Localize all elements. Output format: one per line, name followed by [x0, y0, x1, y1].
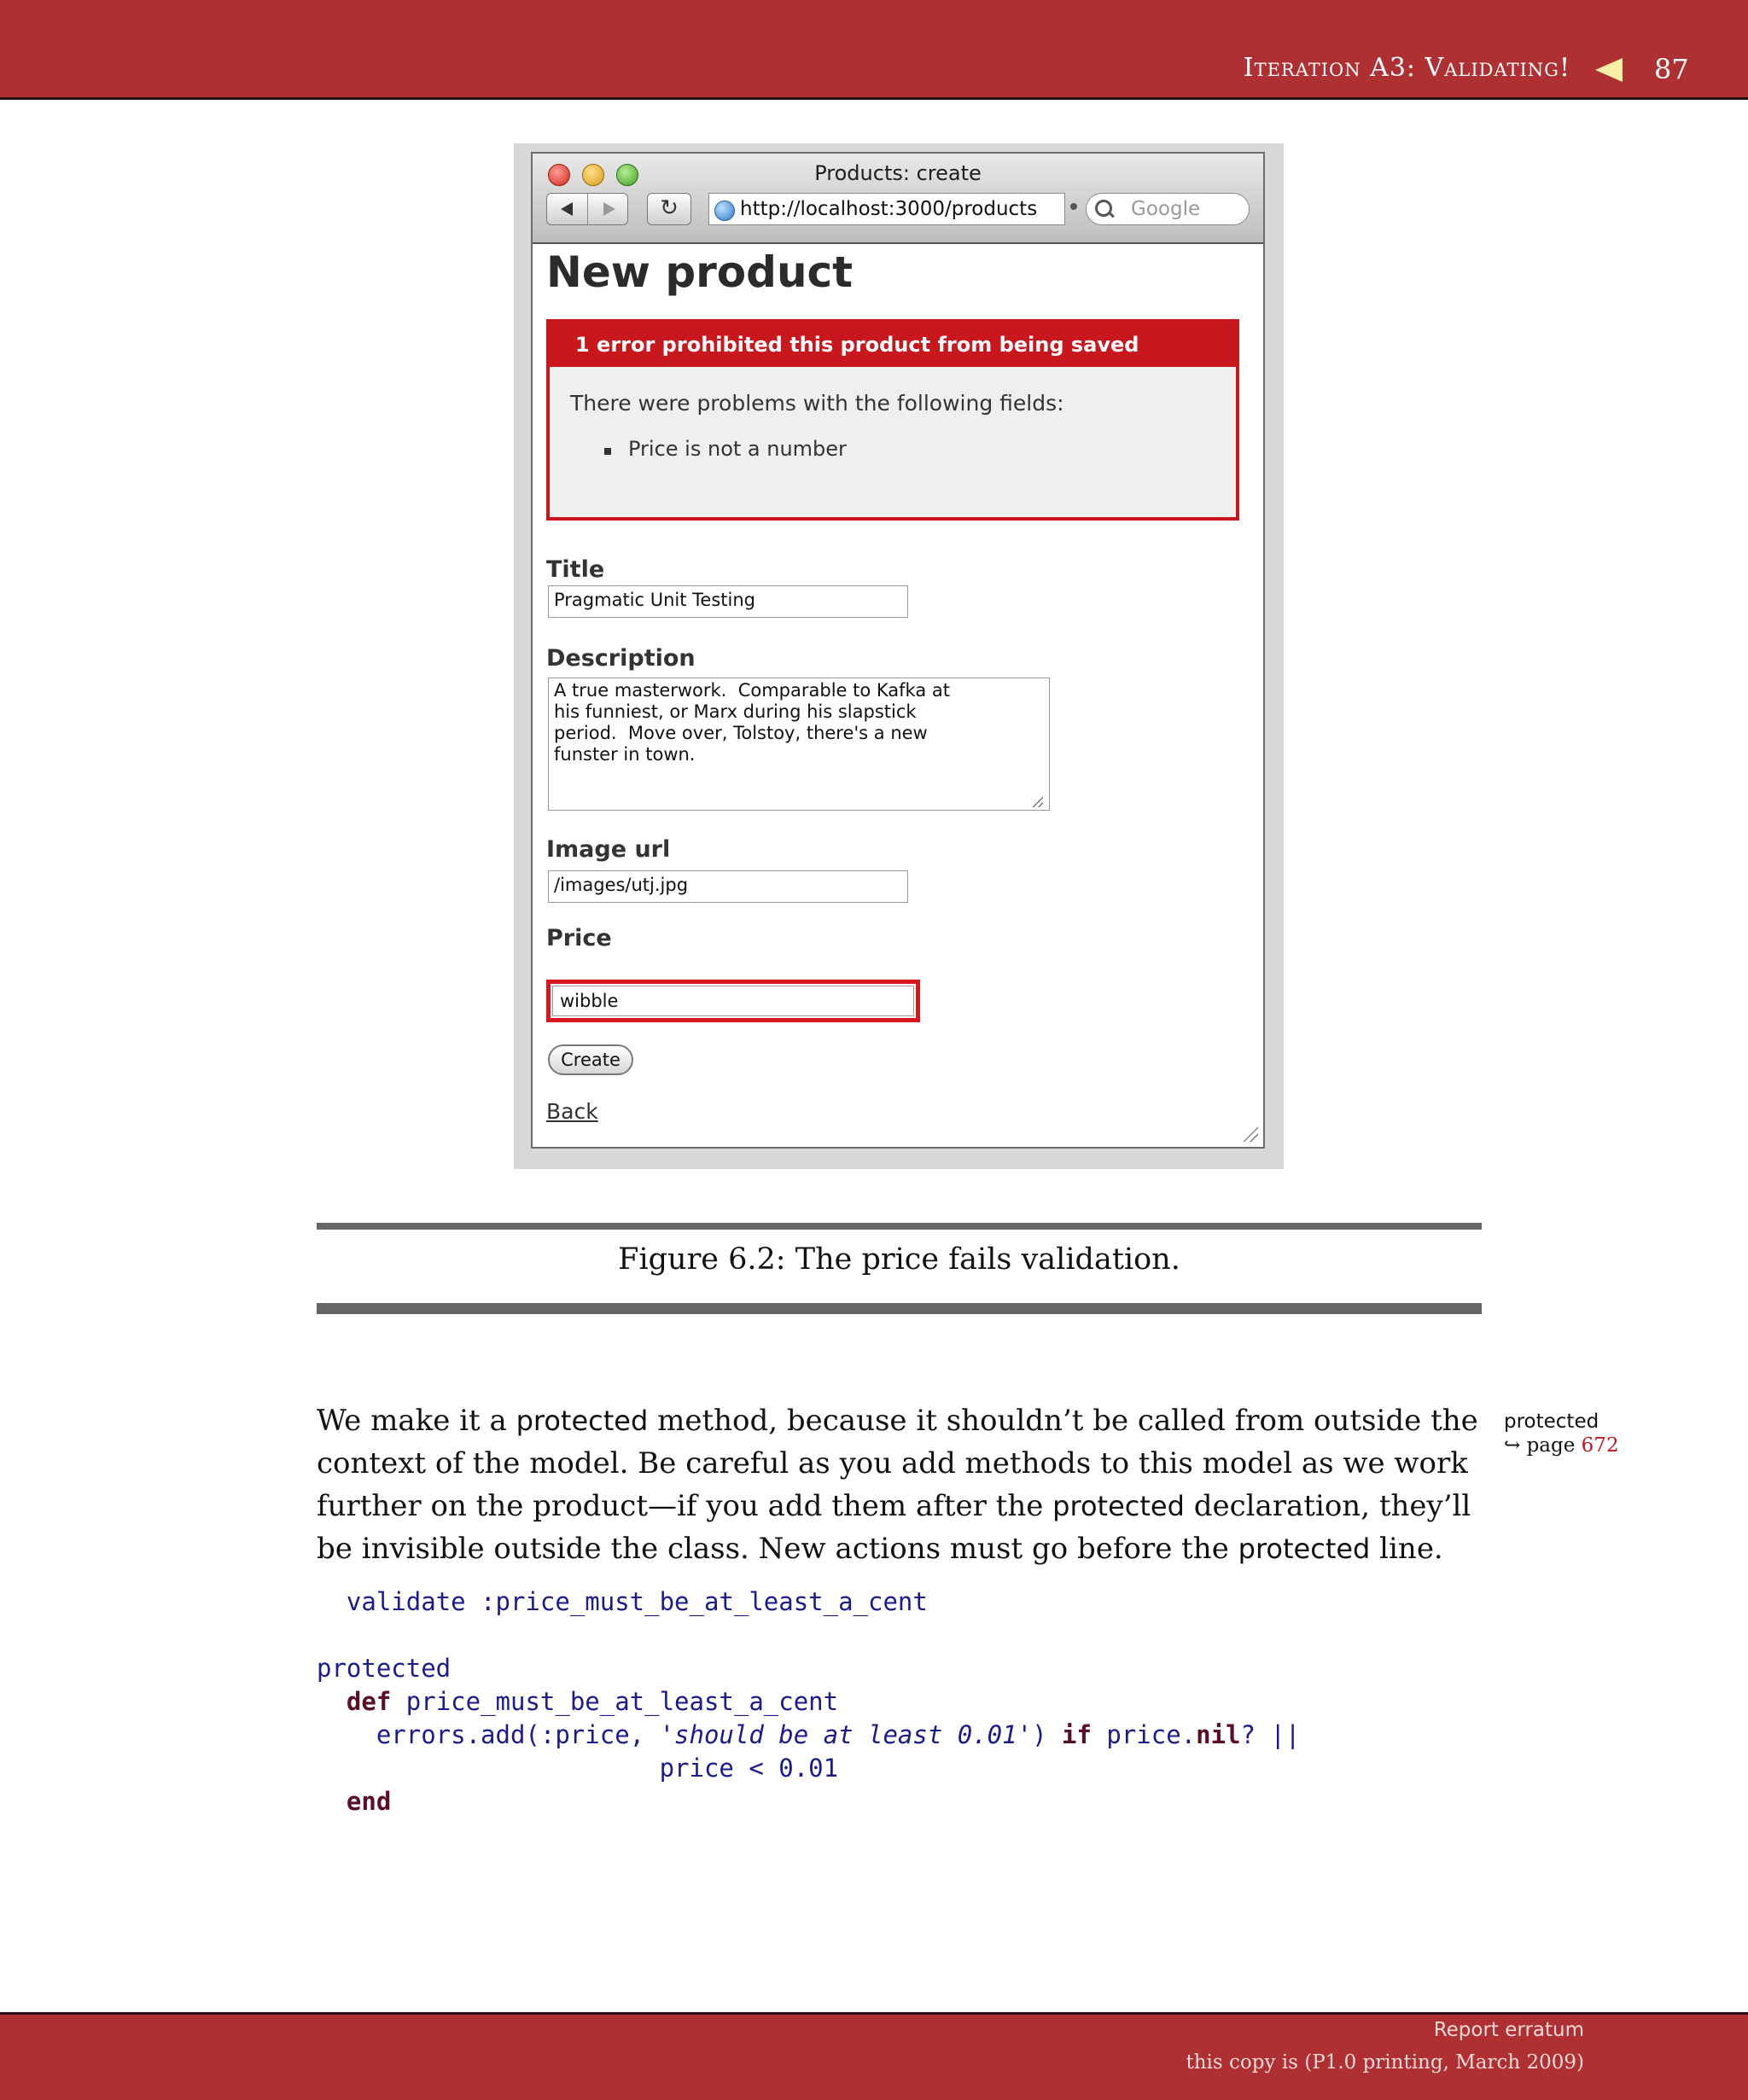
- nav-buttons: [546, 193, 628, 225]
- search-placeholder: Google: [1131, 198, 1201, 220]
- code-string: 'should be at least 0.01': [659, 1720, 1033, 1749]
- description-label: Description: [546, 645, 696, 672]
- back-button[interactable]: [547, 194, 588, 224]
- report-erratum-link[interactable]: Report erratum: [1433, 2019, 1584, 2041]
- text-run: We make it a: [317, 1404, 516, 1438]
- code-listing: [317, 1585, 1300, 1818]
- code-line: protected: [317, 1654, 452, 1683]
- body-line: [317, 1485, 1486, 1527]
- code-line: [317, 1785, 1300, 1818]
- code-line: price < 0.01: [317, 1754, 839, 1783]
- body-line: context of the model. Be careful as you add methods to this model as we work: [317, 1446, 1468, 1480]
- code-keyword: if: [1062, 1720, 1092, 1749]
- margin-term: protected: [1504, 1411, 1599, 1433]
- margin-note: [1504, 1410, 1619, 1457]
- code-line: [317, 1685, 1300, 1719]
- code-keyword: nil: [1196, 1720, 1241, 1749]
- bullet-icon: [604, 448, 611, 455]
- title-field[interactable]: Pragmatic Unit Testing: [548, 585, 908, 618]
- back-arrow-icon[interactable]: [1595, 58, 1623, 82]
- error-intro: There were problems with the following fields:: [570, 391, 1064, 416]
- margin-arrow: ↪ page: [1504, 1434, 1582, 1457]
- code-blank-line: [317, 1619, 1300, 1652]
- search-input[interactable]: [1086, 193, 1250, 225]
- section-title: Iteration A3: Validating!: [1243, 53, 1570, 83]
- snapback-dot-icon: [1070, 203, 1077, 210]
- title-label: Title: [546, 556, 605, 583]
- text-run: line.: [1370, 1532, 1443, 1566]
- forward-button[interactable]: [588, 194, 628, 224]
- caption-rule-bottom: [317, 1303, 1482, 1314]
- image-url-label: Image url: [546, 836, 671, 863]
- keyword-run: protected: [516, 1405, 649, 1437]
- reload-button[interactable]: [647, 193, 691, 225]
- code-text: errors.add(:price,: [317, 1720, 660, 1749]
- figure-caption: Figure 6.2: The price fails validation.: [618, 1242, 1180, 1277]
- back-link[interactable]: Back: [546, 1099, 598, 1124]
- code-text: ): [1032, 1720, 1062, 1749]
- window-resize-grip-icon[interactable]: [1243, 1126, 1258, 1142]
- body-line: [317, 1527, 1486, 1570]
- keyword-run: protected: [1238, 1533, 1371, 1565]
- keyword-run: protected: [1052, 1490, 1185, 1522]
- text-run: declaration, they’ll: [1184, 1489, 1471, 1523]
- address-bar[interactable]: [708, 193, 1065, 225]
- code-text: ? ||: [1240, 1720, 1301, 1749]
- text-run: method, because it shouldn’t be called from outside the: [648, 1404, 1478, 1438]
- image-url-field[interactable]: /images/utj.jpg: [548, 870, 908, 903]
- create-button[interactable]: Create: [548, 1044, 633, 1075]
- code-line: [317, 1719, 1300, 1752]
- browser-toolbar: [533, 154, 1263, 244]
- running-header: [0, 0, 1748, 100]
- caption-rule-top: [317, 1223, 1482, 1230]
- forward-arrow-icon: [603, 202, 615, 216]
- page-number: 87: [1654, 53, 1689, 85]
- code-line: validate :price_must_be_at_least_a_cent: [317, 1587, 928, 1616]
- body-paragraph: [317, 1399, 1486, 1570]
- text-run: be invisible outside the class. New actions must go before the: [317, 1532, 1238, 1566]
- error-item: Price is not a number: [628, 437, 847, 461]
- text-run: further on the product—if you add them after the: [317, 1489, 1053, 1523]
- code-keyword: end: [317, 1787, 392, 1816]
- error-header: 1 error prohibited this product from being saved: [550, 323, 1236, 367]
- description-field[interactable]: A true masterwork. Comparable to Kafka at his funniest, or Marx during his slapstick period. Move over, Tolstoy, there's a new funster in town.: [548, 678, 1050, 811]
- page-heading: New product: [546, 247, 854, 297]
- price-error-highlight: [546, 980, 920, 1022]
- code-text: price_must_be_at_least_a_cent: [391, 1687, 839, 1716]
- body-line: [317, 1399, 1486, 1442]
- error-explanation: [546, 319, 1239, 521]
- code-text: price.: [1091, 1720, 1197, 1749]
- globe-icon: [714, 201, 735, 221]
- price-field[interactable]: wibble: [552, 986, 914, 1016]
- margin-reference[interactable]: [1504, 1434, 1619, 1457]
- copy-notice: this copy is (P1.0 printing, March 2009): [1186, 2051, 1584, 2074]
- code-keyword: def: [317, 1687, 392, 1716]
- page-content: [533, 242, 1263, 1147]
- search-icon: [1095, 200, 1112, 217]
- resize-grip-icon[interactable]: [1031, 795, 1043, 807]
- url-text: http://localhost:3000/products: [740, 198, 1038, 220]
- price-label: Price: [546, 925, 612, 951]
- reload-icon: ↻: [660, 195, 679, 221]
- margin-page-link[interactable]: 672: [1581, 1434, 1619, 1457]
- browser-window: [531, 152, 1265, 1149]
- back-arrow-icon: [561, 202, 573, 216]
- window-title: Products: create: [814, 161, 982, 185]
